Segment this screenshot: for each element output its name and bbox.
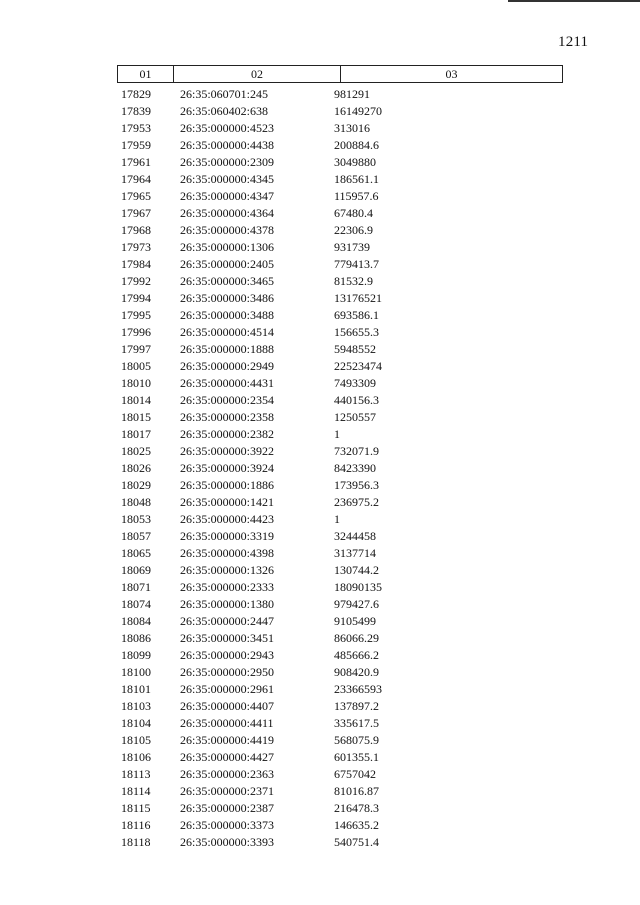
cell-id: 17973 [121,240,151,254]
cell-value: 7493309 [334,376,376,390]
table-row [0,749,640,766]
cell-cadastral-number: 26:35:000000:4347 [180,189,275,203]
table-row [0,443,640,460]
cell-value: 173956.3 [334,478,379,492]
cell-value: 16149270 [334,104,382,118]
cell-id: 17829 [121,87,151,101]
table-row [0,494,640,511]
cell-id: 18114 [121,784,151,798]
table-row [0,137,640,154]
table-row [0,171,640,188]
table-header [117,65,563,83]
column-header-03: 03 [445,66,458,81]
table-row [0,834,640,851]
cell-cadastral-number: 26:35:000000:4431 [180,376,275,390]
cell-cadastral-number: 26:35:060701:245 [180,87,269,101]
cell-value: 3049880 [334,155,376,169]
table-row [0,188,640,205]
cell-id: 17996 [121,325,151,339]
cell-id: 18048 [121,495,151,509]
cell-value: 81532.9 [334,274,373,288]
cell-value: 3137714 [334,546,376,560]
cell-value: 1 [334,512,340,526]
table-body [0,86,640,851]
cell-cadastral-number: 26:35:000000:4523 [180,121,275,135]
cell-value: 568075.9 [334,733,379,747]
cell-value: 18090135 [334,580,382,594]
cell-value: 146635.2 [334,818,379,832]
cell-cadastral-number: 26:35:000000:4398 [180,546,275,560]
table-row [0,460,640,477]
cell-value: 732071.9 [334,444,379,458]
cell-id: 18099 [121,648,151,662]
cell-cadastral-number: 26:35:000000:2363 [180,767,275,781]
cell-id: 17968 [121,223,151,237]
table-row [0,664,640,681]
cell-value: 186561.1 [334,172,379,186]
cell-value: 5948552 [334,342,376,356]
cell-id: 17967 [121,206,151,220]
cell-cadastral-number: 26:35:000000:2950 [180,665,275,679]
table-row [0,256,640,273]
cell-value: 601355.1 [334,750,379,764]
cell-cadastral-number: 26:35:000000:4378 [180,223,275,237]
table-row [0,817,640,834]
cell-id: 18069 [121,563,151,577]
cell-value: 115957.6 [334,189,379,203]
cell-value: 981291 [334,87,370,101]
cell-id: 17959 [121,138,151,152]
cell-value: 485666.2 [334,648,379,662]
cell-value: 22306.9 [334,223,373,237]
column-header-02: 02 [174,66,341,82]
cell-id: 18116 [121,818,151,832]
cell-cadastral-number: 26:35:000000:3488 [180,308,275,322]
cell-value: 23366593 [334,682,382,696]
table-row [0,528,640,545]
table-row [0,681,640,698]
cell-id: 17839 [121,104,151,118]
cell-cadastral-number: 26:35:000000:4419 [180,733,275,747]
table-row [0,239,640,256]
cell-id: 18005 [121,359,151,373]
cell-value: 13176521 [334,291,382,305]
cell-cadastral-number: 26:35:000000:1421 [180,495,275,509]
table-row [0,732,640,749]
cell-value: 130744.2 [334,563,379,577]
cell-cadastral-number: 26:35:000000:2961 [180,682,275,696]
cell-value: 22523474 [334,359,382,373]
page-number: 1211 [558,34,589,50]
table-row [0,86,640,103]
cell-id: 18101 [121,682,151,696]
table-row [0,103,640,120]
cell-id: 18086 [121,631,151,645]
table-row [0,290,640,307]
table-row [0,273,640,290]
cell-id: 18057 [121,529,151,543]
table-row [0,545,640,562]
cell-id: 17997 [121,342,151,356]
cell-value: 440156.3 [334,393,379,407]
cell-id: 18074 [121,597,151,611]
table-row [0,579,640,596]
table-row [0,562,640,579]
table-row [0,392,640,409]
table-row [0,715,640,732]
cell-cadastral-number: 26:35:000000:1380 [180,597,275,611]
cell-id: 18105 [121,733,151,747]
table-row [0,307,640,324]
cell-id: 18115 [121,801,151,815]
cell-id: 18053 [121,512,151,526]
cell-cadastral-number: 26:35:000000:4427 [180,750,275,764]
cell-value: 67480.4 [334,206,373,220]
cell-value: 9105499 [334,614,376,628]
cell-id: 18106 [121,750,151,764]
cell-value: 3244458 [334,529,376,543]
cell-id: 17994 [121,291,151,305]
cell-value: 540751.4 [334,835,379,849]
cell-value: 200884.6 [334,138,379,152]
cell-id: 18017 [121,427,151,441]
cell-value: 1250557 [334,410,376,424]
table-row [0,324,640,341]
table-row [0,613,640,630]
cell-id: 18015 [121,410,151,424]
table-row [0,511,640,528]
cell-id: 18071 [121,580,151,594]
cell-cadastral-number: 26:35:000000:4407 [180,699,275,713]
cell-cadastral-number: 26:35:000000:4438 [180,138,275,152]
cell-value: 931739 [334,240,370,254]
cell-id: 18100 [121,665,151,679]
cell-cadastral-number: 26:35:000000:2371 [180,784,275,798]
cell-cadastral-number: 26:35:000000:2405 [180,257,275,271]
cell-value: 156655.3 [334,325,379,339]
cell-id: 17953 [121,121,151,135]
cell-value: 908420.9 [334,665,379,679]
table-row [0,358,640,375]
cell-cadastral-number: 26:35:000000:3393 [180,835,275,849]
top-rule-divider [508,0,640,2]
cell-value: 8423390 [334,461,376,475]
cell-value: 81016.87 [334,784,379,798]
cell-id: 18014 [121,393,151,407]
cell-cadastral-number: 26:35:000000:2358 [180,410,275,424]
cell-cadastral-number: 26:35:000000:3924 [180,461,275,475]
cell-value: 979427.6 [334,597,379,611]
cell-cadastral-number: 26:35:000000:2387 [180,801,275,815]
cell-cadastral-number: 26:35:000000:1888 [180,342,275,356]
cell-id: 18065 [121,546,151,560]
cell-cadastral-number: 26:35:000000:3486 [180,291,275,305]
cell-cadastral-number: 26:35:000000:2382 [180,427,275,441]
table-row [0,596,640,613]
cell-id: 17995 [121,308,151,322]
table-row [0,426,640,443]
column-header-01: 01 [118,66,174,82]
cell-cadastral-number: 26:35:000000:4364 [180,206,275,220]
cell-cadastral-number: 26:35:000000:4345 [180,172,275,186]
table-row [0,647,640,664]
table-row [0,783,640,800]
table-row [0,222,640,239]
cell-id: 18025 [121,444,151,458]
cell-cadastral-number: 26:35:000000:3319 [180,529,275,543]
cell-value: 779413.7 [334,257,379,271]
cell-cadastral-number: 26:35:000000:3373 [180,818,275,832]
table-row [0,698,640,715]
cell-value: 313016 [334,121,370,135]
cell-value: 216478.3 [334,801,379,815]
cell-id: 18118 [121,835,151,849]
cell-value: 6757042 [334,767,376,781]
cell-id: 18084 [121,614,151,628]
table-row [0,477,640,494]
table-row [0,154,640,171]
cell-id: 18010 [121,376,151,390]
table-row [0,409,640,426]
cell-cadastral-number: 26:35:000000:1326 [180,563,275,577]
cell-id: 17992 [121,274,151,288]
table-row [0,205,640,222]
table-row [0,630,640,647]
cell-value: 137897.2 [334,699,379,713]
cell-value: 693586.1 [334,308,379,322]
table-row [0,800,640,817]
table-row [0,766,640,783]
cell-cadastral-number: 26:35:000000:4411 [180,716,274,730]
cell-cadastral-number: 26:35:000000:2309 [180,155,275,169]
cell-cadastral-number: 26:35:000000:4423 [180,512,275,526]
cell-cadastral-number: 26:35:000000:1886 [180,478,275,492]
cell-cadastral-number: 26:35:000000:2949 [180,359,275,373]
cell-id: 17965 [121,189,151,203]
cell-cadastral-number: 26:35:000000:3465 [180,274,275,288]
cell-cadastral-number: 26:35:000000:4514 [180,325,275,339]
cell-id: 18104 [121,716,151,730]
cell-id: 18103 [121,699,151,713]
cell-value: 1 [334,427,340,441]
cell-cadastral-number: 26:35:000000:2943 [180,648,275,662]
cell-value: 86066.29 [334,631,379,645]
cell-id: 17964 [121,172,151,186]
cell-cadastral-number: 26:35:000000:2354 [180,393,275,407]
cell-id: 18029 [121,478,151,492]
cell-cadastral-number: 26:35:000000:3451 [180,631,275,645]
table-row [0,341,640,358]
cell-cadastral-number: 26:35:000000:3922 [180,444,275,458]
cell-id: 18113 [121,767,151,781]
cell-value: 335617.5 [334,716,379,730]
cell-cadastral-number: 26:35:000000:1306 [180,240,275,254]
table-row [0,375,640,392]
cell-cadastral-number: 26:35:060402:638 [180,104,269,118]
cell-cadastral-number: 26:35:000000:2333 [180,580,275,594]
cell-id: 18026 [121,461,151,475]
cell-value: 236975.2 [334,495,379,509]
cell-id: 17984 [121,257,151,271]
table-row [0,120,640,137]
cell-cadastral-number: 26:35:000000:2447 [180,614,275,628]
cell-id: 17961 [121,155,151,169]
